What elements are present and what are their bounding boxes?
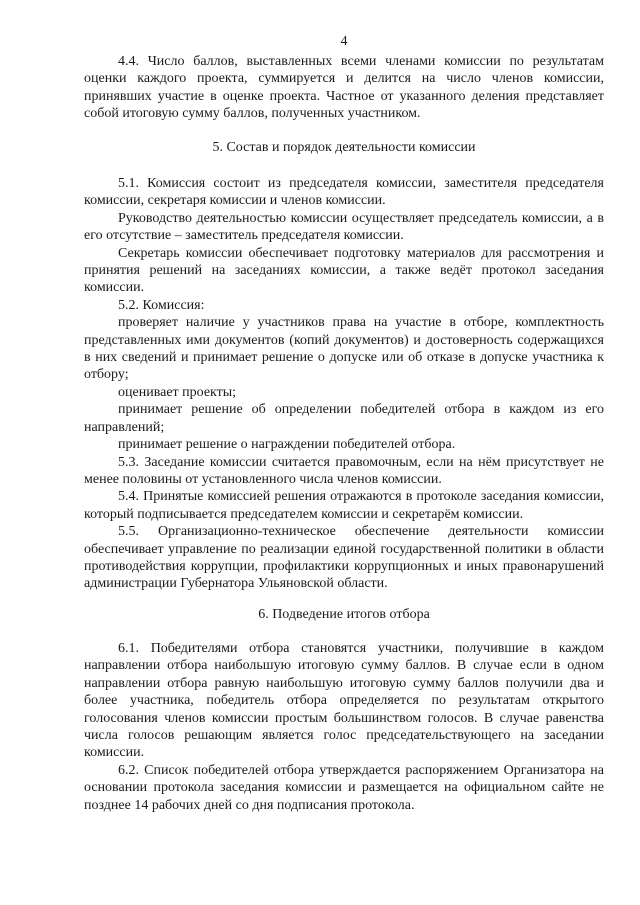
paragraph-5-4: 5.4. Принятые комиссией решения отражаются в протоколе заседания комиссии, который подписывается председателем комиссии и секретарём комиссии. — [84, 489, 604, 522]
paragraph-6-2: 6.2. Список победителей отбора утверждается распоряжением Организатора на основании протокола заседания комиссии и размещается на официальном сайте не позднее 14 рабочих дней со дня подписания протокола. — [84, 762, 604, 813]
paragraph-secretary: Секретарь комиссии обеспечивает подготовку материалов для рассмотрения и принятия решений на заседаниях комиссии, а также ведёт протокол заседания комиссии. — [84, 245, 604, 296]
paragraph-5-3: 5.3. Заседание комиссии считается правомочным, если на нём присутствует не менее половины от установленного числа членов комиссии. — [84, 454, 604, 487]
paragraph-decides-award: принимает решение о награждении победителей отбора. — [118, 437, 456, 453]
section-5-heading: 5. Состав и порядок деятельности комиссии — [212, 140, 476, 155]
section-6-body — [84, 640, 604, 814]
paragraph-5-2: 5.2. Комиссия: — [118, 297, 205, 313]
paragraph-6-1: 6.1. Победителями отбора становятся участники, получившие в каждом направлении отбора наибольшую итоговую сумму баллов. В случае если в одном направлении отбора равную наибольшую итоговую сумму баллов получили два и более участника, победитель отбора определяется по результатам открытого голосования членов комиссии простым большинством голосов. В случае равенства числа голосов решающим является голос председательствующего на заседании комиссии. — [84, 641, 604, 761]
paragraph-5-1: 5.1. Комиссия состоит из председателя комиссии, заместителя председателя комиссии, секретаря комиссии и членов комиссии. — [84, 176, 604, 209]
paragraph-4-4: 4.4. Число баллов, выставленных всеми членами комиссии по результатам оценки каждого проекта, суммируется и делится на число членов комиссии, принявших участие в оценке проекта. Частное от указанного деления представляет собой итоговую сумму баллов, полученных участником. — [84, 54, 604, 122]
paragraph-leadership: Руководство деятельностью комиссии осуществляет председатель комиссии, а в его отсутствие – заместитель председателя комиссии. — [84, 210, 604, 244]
paragraph-evaluates: оценивает проекты; — [118, 384, 237, 400]
page-number: 4 — [340, 34, 348, 49]
section-5-body — [84, 175, 604, 593]
paragraph-decides-winners: принимает решение об определении победителей отбора в каждом из его направлений; — [84, 402, 604, 435]
paragraph-5-5: 5.5. Организационно-техническое обеспечение деятельности комиссии обеспечивает управление по реализации единой государственной политики в области противодействия коррупции, профилактики коррупционных и иных правонарушений администрации Губернатора Ульяновской области. — [84, 524, 604, 592]
paragraph-checks: проверяет наличие у участников права на участие в отборе, комплектность представленных ими документов (копий документов) и достоверность содержащихся в них сведений и принимает решение о допуске или об отказе в допуске участника к отбору; — [84, 315, 604, 383]
section-6-heading: 6. Подведение итогов отбора — [258, 607, 430, 622]
section-4-continuation — [84, 53, 604, 123]
